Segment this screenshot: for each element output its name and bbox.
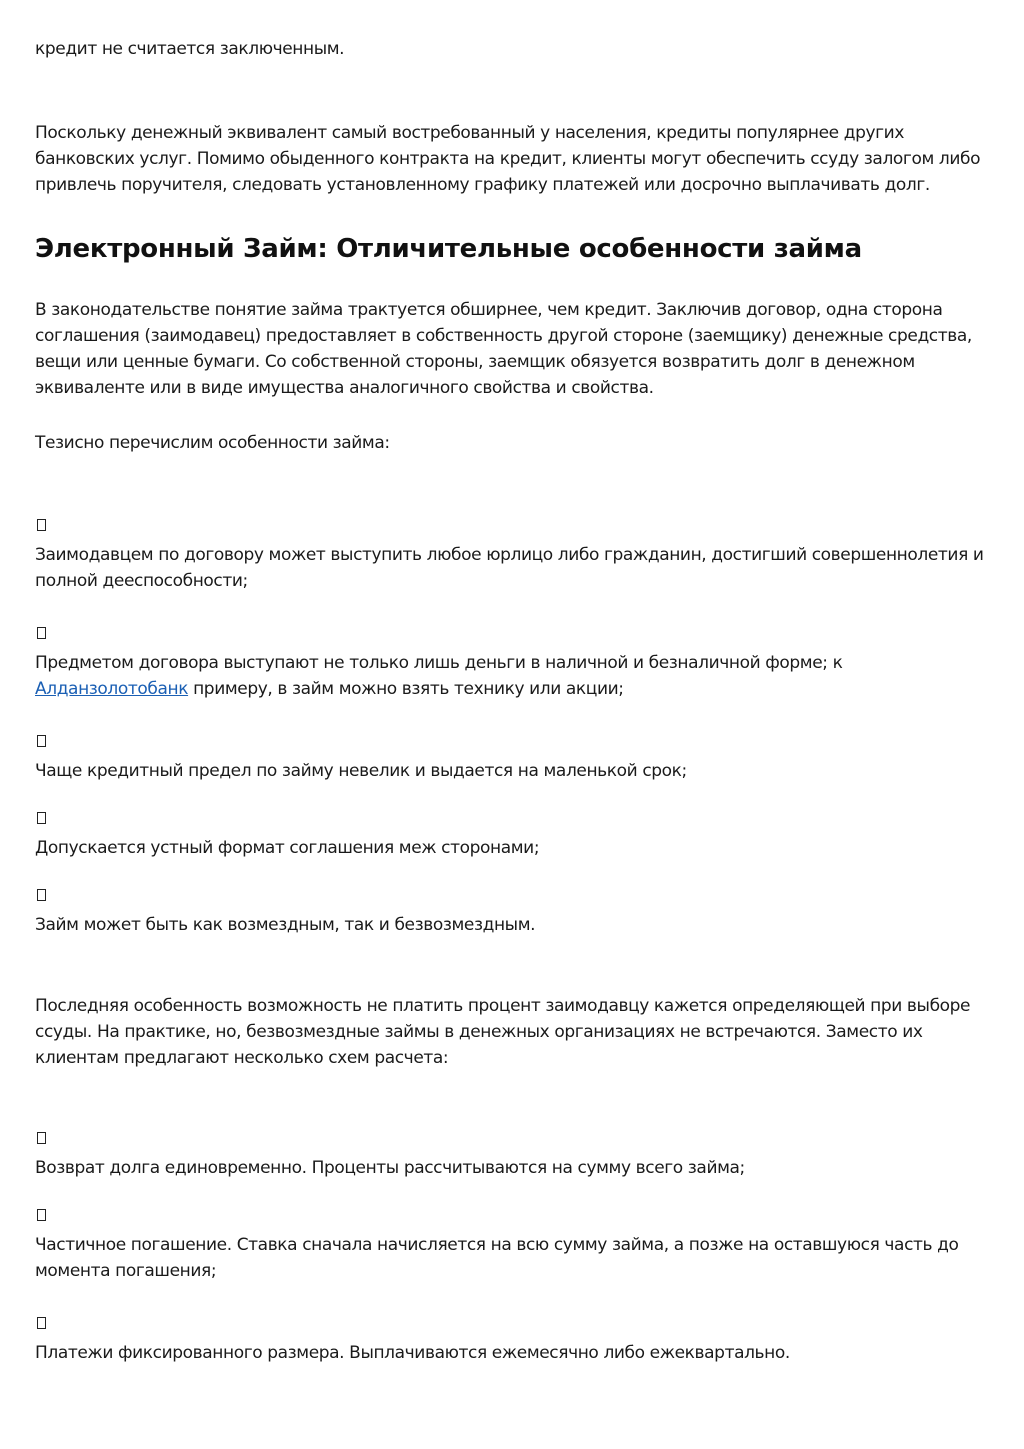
- list-item-text: [35, 650, 985, 702]
- missing-glyph-bullet-icon: [37, 627, 46, 639]
- missing-glyph-bullet-icon: [37, 1209, 46, 1221]
- missing-glyph-bullet-icon: [37, 889, 46, 901]
- intro-paragraph: Поскольку денежный эквивалент самый востребованный у населения, кредиты популярнее других банковских услуг. Помимо обыденного контракта на кредит, клиенты могут обеспечить ссуду залогом либо привлечь поручителя, следовать установленному графику платежей или досрочно выплачивать долг.: [35, 123, 981, 195]
- list-item: [35, 627, 985, 702]
- list-item: [35, 735, 985, 784]
- aldanzolotobank-link[interactable]: Алданзолотобанк: [35, 679, 189, 699]
- document-page: [35, 36, 985, 1366]
- list-item: [35, 812, 985, 861]
- list-item: [35, 1209, 985, 1284]
- top-fragment-text: кредит не считается заключенным.: [35, 39, 345, 59]
- list-item-text: Частичное погашение. Ставка сначала начисляется на всю сумму займа, а позже на оставшуюся часть до момента погашения;: [35, 1235, 959, 1281]
- list-item-text: Платежи фиксированного размера. Выплачиваются ежемесячно либо ежеквартально.: [35, 1343, 790, 1363]
- list-item-text: Заимодавцем по договору может выступить любое юрлицо либо гражданин, достигший совершеннолетия и полной дееспособности;: [35, 545, 984, 591]
- list-item-text: Займ может быть как возмездным, так и безвозмездным.: [35, 915, 536, 935]
- last-paragraph: Последняя особенность возможность не платить процент заимодавцу кажется определяющей при выборе ссуды. На практике, но, безвозмездные займы в денежных организациях не встречаются. Заместо их клиентам предлагают несколько схем расчета:: [35, 996, 971, 1068]
- law-paragraph: В законодательстве понятие займа трактуется обширнее, чем кредит. Заключив договор, одна сторона соглашения (заимодавец) предоставляет в собственность другой стороне (заемщику) денежные средства, вещи или ценные бумаги. Со собственной стороны, заемщик обязуется возвратить долг в денежном эквиваленте или в виде имущества аналогичного свойства и свойства.: [35, 300, 972, 398]
- summary-intro: Тезисно перечислим особенности займа:: [35, 433, 390, 453]
- missing-glyph-bullet-icon: [37, 735, 46, 747]
- list-item-text-after: примеру, в займ можно взять технику или акции;: [188, 679, 624, 699]
- list-item: [35, 519, 985, 594]
- features-list: [35, 519, 985, 938]
- list-item: [35, 889, 985, 938]
- missing-glyph-bullet-icon: [37, 519, 46, 531]
- missing-glyph-bullet-icon: [37, 812, 46, 824]
- list-item-text-before: Предметом договора выступают не только лишь деньги в наличной и безналичной форме; к: [35, 653, 843, 673]
- missing-glyph-bullet-icon: [37, 1317, 46, 1329]
- list-item-text: Чаще кредитный предел по займу невелик и выдается на маленькой срок;: [35, 761, 687, 781]
- list-item-text: Допускается устный формат соглашения меж сторонами;: [35, 838, 540, 858]
- section-heading: Электронный Займ: Отличительные особенности займа: [35, 234, 862, 264]
- missing-glyph-bullet-icon: [37, 1132, 46, 1144]
- list-item: [35, 1132, 985, 1181]
- list-item: [35, 1317, 985, 1366]
- list-item-text: Возврат долга единовременно. Проценты рассчитываются на сумму всего займа;: [35, 1158, 745, 1178]
- schemes-list: [35, 1132, 985, 1366]
